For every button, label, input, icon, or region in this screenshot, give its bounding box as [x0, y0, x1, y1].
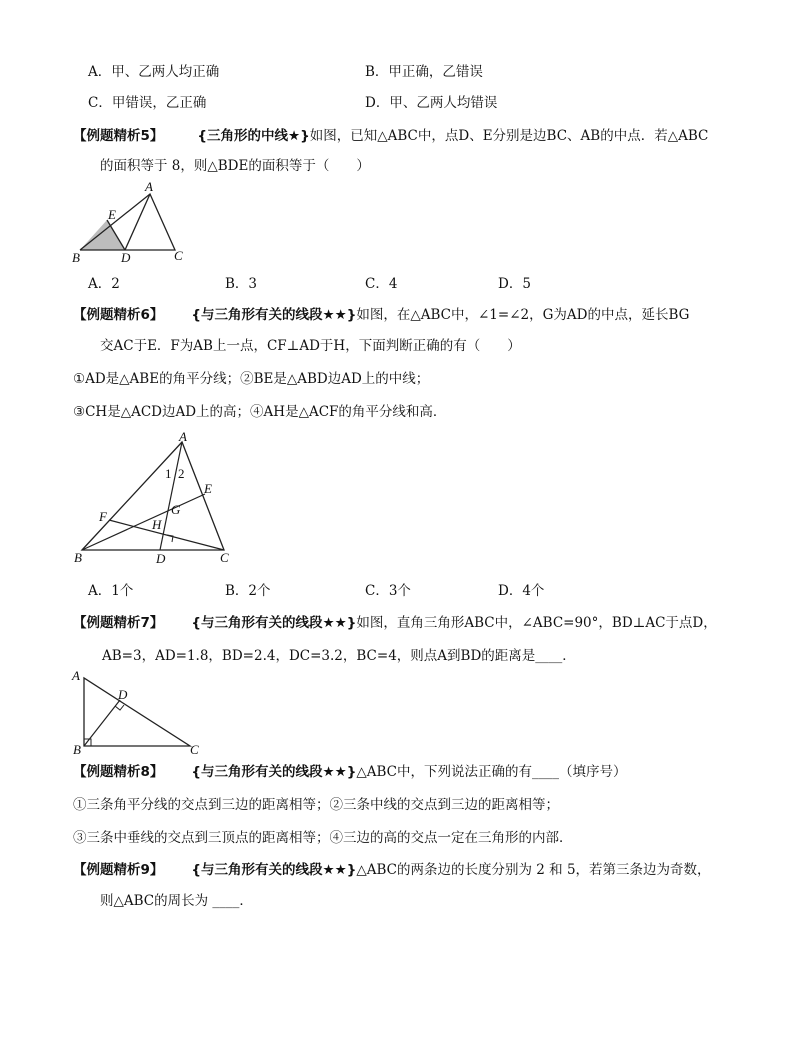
q8-tag: 【例题精析8】 — [73, 764, 164, 780]
q7-label-b: B — [73, 742, 81, 757]
q6-option-a: A．1个 — [88, 583, 134, 599]
q9-heading — [73, 860, 711, 880]
option-d-top: D．甲、乙两人均错误 — [365, 95, 498, 111]
q6-triangle-abc — [82, 442, 224, 550]
q5-option-c: C．4 — [365, 276, 398, 292]
q5-figure — [70, 179, 190, 265]
q7-triangle-abc — [84, 678, 190, 746]
q5-option-a: A．2 — [88, 276, 120, 292]
q7-text-2: AB=3，AD=1.8，BD=2.4，DC=3.2，BC=4，则点A到BD的距离是____． — [102, 648, 576, 664]
q6-text-2: 交AC于E．F为AB上一点，CF⊥AD于H，下面判断正确的有（ ） — [100, 338, 521, 354]
q7-text-1: 如图，直角三角形ABC中，∠ABC=90°，BD⊥AC于点D， — [356, 615, 717, 631]
q6-label-h: H — [152, 517, 162, 532]
q6-text-3: ①AD是△ABE的角平分线；②BE是△ABD边AD上的中线； — [73, 371, 430, 387]
q6-label-e: E — [204, 481, 212, 496]
q7-figure — [70, 668, 210, 758]
q8-text-1: △ABC中，下列说法正确的有____（填序号） — [356, 764, 627, 780]
q6-label-angle-1: 1 — [165, 466, 172, 481]
q6-text-1: 如图，在△ABC中，∠1=∠2，G为AD的中点，延长BG — [356, 307, 690, 323]
q5-option-d: D．5 — [498, 276, 531, 292]
q9-tag: 【例题精析9】 — [73, 862, 164, 878]
q5-segment-ad — [125, 194, 150, 250]
q5-heading — [73, 126, 708, 146]
q5-text-2: 的面积等于 8，则△BDE的面积等于（ ） — [100, 158, 370, 174]
q8-heading — [73, 762, 626, 782]
q7-right-angle-d — [115, 705, 124, 710]
q6-figure — [72, 429, 242, 567]
q9-text-2: 则△ABC的周长为 ____． — [100, 893, 253, 909]
q6-label-a: A — [179, 429, 187, 444]
q8-text-3: ③三条中垂线的交点到三顶点的距离相等；④三边的高的交点一定在三角形的内部． — [73, 830, 573, 846]
option-b-top: B．甲正确，乙错误 — [365, 64, 483, 80]
q6-heading — [73, 305, 689, 325]
q5-topic: {三角形的中线★} — [197, 128, 310, 144]
q6-text-4: ③CH是△ACD边AD上的高；④AH是△ACF的角平分线和高． — [73, 404, 447, 420]
q5-label-d: D — [121, 250, 131, 265]
q7-label-a: A — [72, 668, 80, 683]
q9-topic: {与三角形有关的线段★★} — [191, 862, 357, 878]
q6-tag: 【例题精析6】 — [73, 307, 164, 323]
q7-topic: {与三角形有关的线段★★} — [191, 615, 357, 631]
q6-label-angle-2: 2 — [178, 466, 185, 481]
q7-label-c: C — [190, 742, 199, 757]
q6-option-c: C．3个 — [365, 583, 411, 599]
q6-label-b: B — [74, 550, 82, 565]
q6-label-f: F — [99, 509, 107, 524]
q7-label-d: D — [118, 687, 128, 702]
q5-shaded-triangle — [80, 220, 125, 250]
q5-label-a: A — [145, 179, 153, 194]
q6-label-c: C — [220, 550, 229, 565]
q5-tag: 【例题精析5】 — [73, 128, 164, 144]
option-a-top: A．甲、乙两人均正确 — [88, 64, 220, 80]
q5-option-b: B．3 — [225, 276, 258, 292]
q5-text-1: 如图，已知△ABC中，点D、E分别是边BC、AB的中点．若△ABC — [309, 128, 709, 144]
q5-label-c: C — [174, 248, 183, 263]
q6-label-g: G — [171, 502, 181, 517]
q6-topic: {与三角形有关的线段★★} — [191, 307, 357, 323]
q6-option-b: B．2个 — [225, 583, 271, 599]
q9-text-1: △ABC的两条边的长度分别为 2 和 5，若第三条边为奇数， — [356, 862, 711, 878]
q8-topic: {与三角形有关的线段★★} — [191, 764, 357, 780]
q5-label-b: B — [72, 250, 80, 265]
q6-option-d: D．4个 — [498, 583, 545, 599]
q7-tag: 【例题精析7】 — [73, 615, 164, 631]
q6-segment-cf — [109, 520, 224, 550]
q6-label-d: D — [156, 551, 166, 566]
option-c-top: C．甲错误，乙正确 — [88, 95, 207, 111]
q7-heading — [73, 613, 717, 633]
q8-text-2: ①三条角平分线的交点到三边的距离相等；②三条中线的交点到三边的距离相等； — [73, 797, 559, 813]
q5-label-e: E — [108, 207, 116, 222]
